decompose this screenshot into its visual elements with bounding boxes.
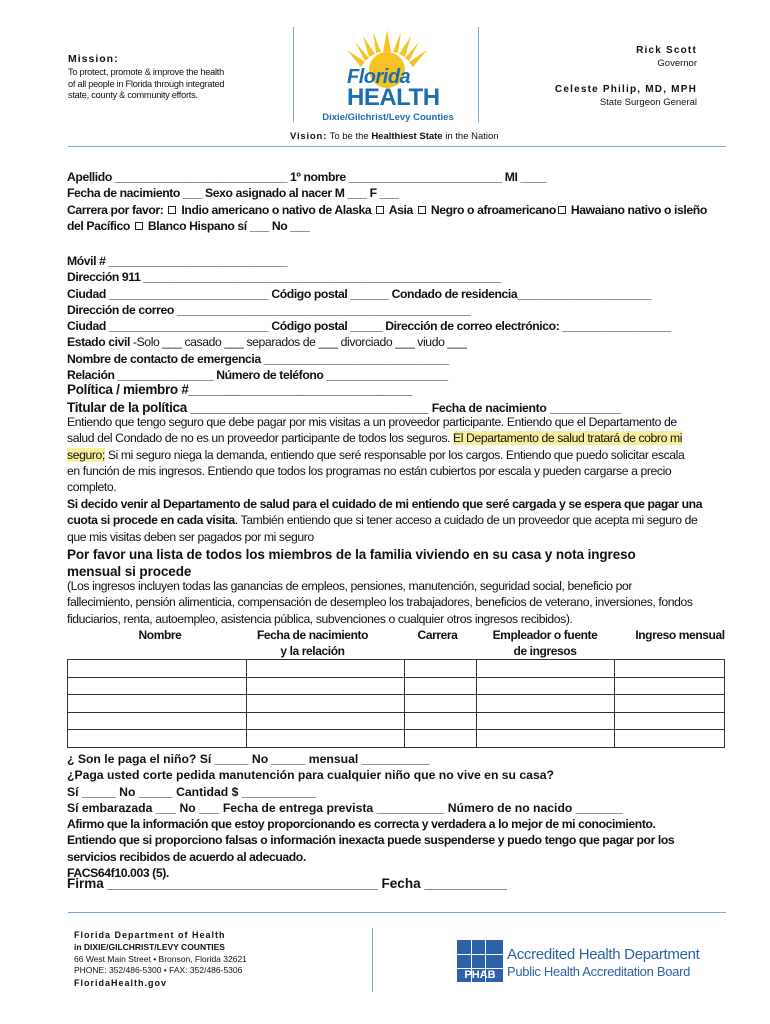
table-cell[interactable] (246, 730, 405, 748)
charges-paragraph: Si decido venir al Departamento de salud para el cuidado de mi entiendo que seré cargada y se espera que pagar una cuota si procede en cada visita. También entiendo que si tener acceso a cuidado de un proveedor que acepta mi seguro de que mis visitas deben ser pagados por mi seguro (67, 497, 703, 544)
checkbox-asia[interactable] (376, 206, 384, 214)
table-cell[interactable] (615, 660, 725, 678)
table-cell[interactable] (615, 695, 725, 713)
line-ciudad-1[interactable]: Ciudad _________________________ Código postal ______ Condado de residencia_____________________ (67, 286, 652, 301)
table-row (68, 677, 725, 695)
line-race-2: del Pacífico Blanco Hispano sí ___ No ___ (67, 218, 310, 233)
table-cell[interactable] (477, 677, 615, 695)
family-income-table (67, 659, 725, 748)
table-cell[interactable] (68, 712, 247, 730)
line-direccion-911[interactable]: Dirección 911 ________________________________________________________ (67, 270, 501, 285)
table-cell[interactable] (405, 660, 477, 678)
table-row (68, 730, 725, 748)
header-rule (68, 146, 726, 147)
table-row (68, 712, 725, 730)
vision-label: Vision: (290, 131, 328, 142)
insurance-paragraph: Entiendo que tengo seguro que debe pagar por mis visitas a un proveedor participante. Entiendo que el Departamento de salud del Condado de no es un proveedor participante de todos los seguros. El Departamento de salud tratará de cobro mi seguro; Si mi seguro niega la demanda, entiendo que seré responsable por los cargos. Entiendo que puedo solicitar escala en función de mis ingresos. Entiendo que todos los programas no están cubiertos por escala y pueden cargarse a precio completo. (67, 415, 685, 495)
surgeon-block (555, 84, 697, 108)
table-cell[interactable] (68, 730, 247, 748)
table-cell[interactable] (405, 677, 477, 695)
table-cell[interactable] (246, 695, 405, 713)
checkbox-hawaiian[interactable] (558, 206, 566, 214)
phab-grid-icon (457, 940, 503, 982)
table-row (68, 695, 725, 713)
footer-web[interactable]: FloridaHealth.gov (74, 978, 168, 989)
governor-block (636, 45, 697, 69)
table-cell[interactable] (477, 712, 615, 730)
line-direccion-correo[interactable]: Dirección de correo ______________________________________________ (67, 302, 471, 317)
phab-line1: Accredited Health Department (507, 946, 700, 963)
col-header-ingreso: Ingreso mensual (635, 628, 725, 642)
mission-text: To protect, promote & improve the health of all people in Florida through integrated state, county & community efforts. (68, 67, 225, 101)
line-race: Carrera por favor: Indio americano o nativo de Alaska Asia Negro o afroamericano Hawaiano nativo o isleño (67, 202, 707, 217)
footer-rule (68, 912, 726, 913)
table-cell[interactable] (615, 677, 725, 695)
table-cell[interactable] (477, 730, 615, 748)
line-child-pay[interactable]: ¿ Son le paga el niño? Sí _____ No _____ mensual __________ (67, 752, 430, 766)
florida-health-logo (305, 26, 470, 126)
header-divider-right (478, 27, 479, 122)
col-header-nombre: Nombre (138, 628, 182, 642)
logo-health: HEALTH (347, 84, 440, 111)
table-cell[interactable] (68, 660, 247, 678)
surgeon-name: Celeste Philip, MD, MPH (554, 84, 697, 95)
income-note: (Los ingresos incluyen todas las ganancias de empleos, pensiones, manutención, seguridad social, beneficio por fallecimiento, pensión alimenticia, compensación de desempleo los trabajadores, beneficios de veterano, inversiones, fondos fiduciarios, renta, autoempleo, asistencia pública, subvenciones o cualquier otros ingresos recibidos). (67, 579, 693, 626)
mission-title: Mission: (68, 53, 119, 65)
line-titular[interactable]: Titular de la política _________________________________ Fecha de nacimiento ___________ (67, 400, 621, 415)
line-ciudad-2[interactable]: Ciudad _________________________ Código postal _____ Dirección de correo electrónico: _________________ (67, 319, 671, 334)
phab-line2: Public Health Accreditation Board (507, 964, 691, 979)
footer-address: 66 West Main Street • Bronson, Florida 32621 (74, 953, 247, 964)
line-child-support: ¿Paga usted corte pedida manutención para cualquier niño que no vive en su casa? (67, 768, 554, 783)
form-code: FACS64f10.003 (5). (67, 866, 169, 881)
table-cell[interactable] (477, 695, 615, 713)
line-understand: Entiendo que si proporciono falsas o información inexacta puede suspenderse y puedo tengo que pagar por los (67, 833, 675, 848)
checkbox-white[interactable] (135, 222, 143, 230)
table-cell[interactable] (405, 712, 477, 730)
highlighted-text: El Departamento de salud tratará de cobro mi (453, 431, 683, 446)
line-movil[interactable]: Móvil # ____________________________ (67, 254, 288, 268)
vision-statement: Vision: To be the Healthiest State in the Nation (290, 131, 499, 142)
contact-section (67, 253, 671, 383)
policy-section (67, 381, 621, 417)
surgeon-title: State Surgeon General (599, 97, 697, 108)
line-services: servicios recibidos de acuerdo al adecuado. (67, 849, 306, 864)
table-cell[interactable] (246, 660, 405, 678)
footer-divider (372, 928, 373, 992)
col-header-empleador: Empleador o fuente de ingresos (492, 628, 598, 658)
child-support-section (67, 751, 674, 881)
line-relacion[interactable]: Relación _______________ Número de teléfono ___________________ (67, 368, 448, 383)
logo-florida: Florida (347, 66, 411, 88)
line-apellido[interactable]: Apellido ___________________________ 1º nombre ________________________ MI ____ (67, 170, 547, 184)
table-cell[interactable] (68, 677, 247, 695)
table-cell[interactable] (405, 730, 477, 748)
table-cell[interactable] (405, 695, 477, 713)
line-birth-sex[interactable]: Fecha de nacimiento ___ Sexo asignado al nacer M ___ F ___ (67, 186, 399, 201)
line-emergency-contact[interactable]: Nombre de contacto de emergencia _____________________________ (67, 351, 449, 366)
col-header-fecha: Fecha de nacimiento y la relación (256, 628, 369, 658)
mission-block (68, 53, 268, 102)
header-divider-left (293, 27, 294, 122)
logo-counties: Dixie/Gilchrist/Levy Counties (322, 112, 454, 123)
table-cell[interactable] (246, 677, 405, 695)
phab-logo (457, 940, 702, 982)
governor-title: Governor (657, 58, 697, 69)
line-estado-civil[interactable]: Estado civil -Solo ___ casado ___ separados de ___ divorciado ___ viudo ___ (67, 335, 467, 350)
vision-bold: Healthiest State (371, 131, 443, 142)
table-row (68, 660, 725, 678)
personal-info-section (67, 169, 707, 234)
governor-name: Rick Scott (636, 45, 697, 56)
line-amount[interactable]: Sí _____ No _____ Cantidad $ ___________ (67, 784, 317, 799)
table-cell[interactable] (477, 660, 615, 678)
line-pregnant[interactable]: Sí embarazada ___ No ___ Fecha de entrega prevista __________ Número de no nacido _______ (67, 800, 624, 815)
signature-line[interactable]: Firma ____________________________________ Fecha ___________ (67, 876, 507, 891)
family-heading: Por favor una lista de todos los miembros de la familia viviendo en su casa y nota ingreso mensual si procede (67, 547, 636, 579)
line-politica[interactable]: Política / miembro #_______________________________ (67, 382, 412, 397)
table-cell[interactable] (246, 712, 405, 730)
footer-counties: in DIXIE/GILCHRIST/LEVY COUNTIES (74, 941, 225, 952)
line-affirm: Afirmo que la información que estoy proporcionando es correcta y verdadera a lo mejor de mi conocimiento. (67, 817, 656, 832)
footer-phone: PHONE: 352/486-5300 • FAX: 352/486-5306 (74, 965, 243, 976)
checkbox-alaska[interactable] (168, 206, 176, 214)
footer-org: Florida Department of Health (74, 930, 226, 940)
checkbox-black[interactable] (418, 206, 426, 214)
table-cell[interactable] (68, 695, 247, 713)
table-cell[interactable] (615, 712, 725, 730)
phab-mark: PHAB (464, 969, 496, 981)
footer-address-block (74, 930, 247, 990)
table-cell[interactable] (615, 730, 725, 748)
col-header-carrera: Carrera (417, 628, 458, 642)
